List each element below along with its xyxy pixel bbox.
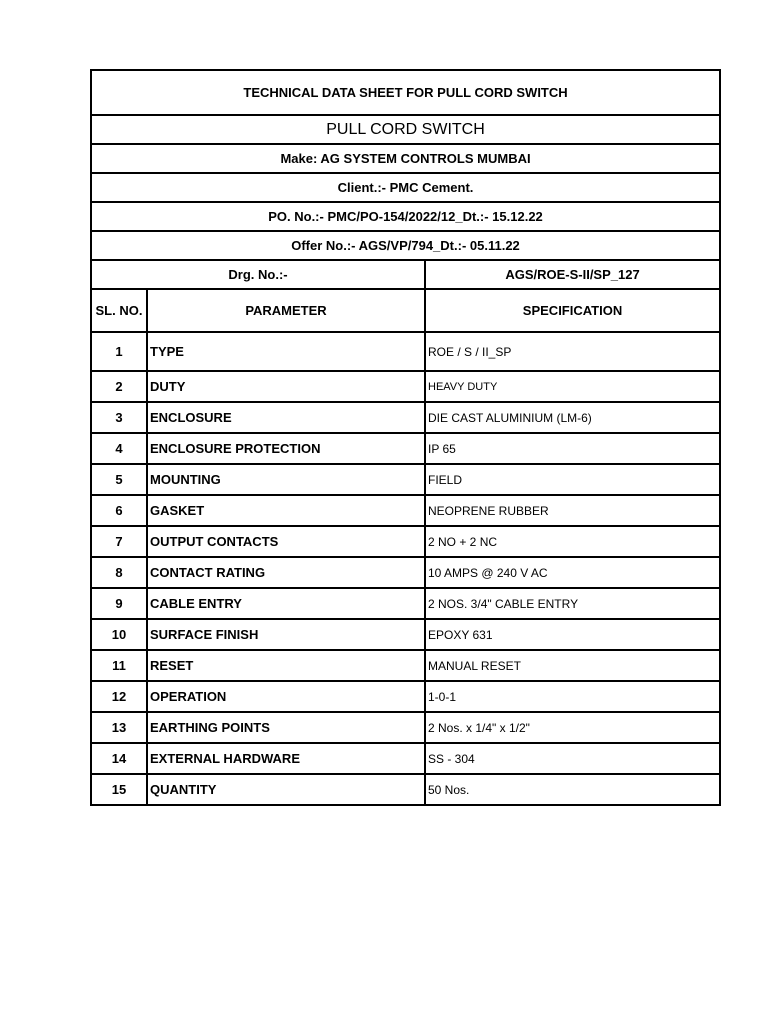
row-parameter: MOUNTING bbox=[147, 464, 425, 495]
row-sl-no: 13 bbox=[91, 712, 147, 743]
row-parameter: ENCLOSURE bbox=[147, 402, 425, 433]
row-sl-no: 15 bbox=[91, 774, 147, 805]
table-row bbox=[91, 588, 720, 619]
row-parameter: OUTPUT CONTACTS bbox=[147, 526, 425, 557]
row-specification: MANUAL RESET bbox=[425, 650, 720, 681]
row-specification: DIE CAST ALUMINIUM (LM-6) bbox=[425, 402, 720, 433]
row-specification: 10 AMPS @ 240 V AC bbox=[425, 557, 720, 588]
row-parameter: QUANTITY bbox=[147, 774, 425, 805]
row-sl-no: 1 bbox=[91, 332, 147, 371]
row-sl-no: 12 bbox=[91, 681, 147, 712]
row-parameter: GASKET bbox=[147, 495, 425, 526]
offer-row bbox=[91, 231, 720, 260]
row-sl-no: 14 bbox=[91, 743, 147, 774]
table-row bbox=[91, 619, 720, 650]
row-sl-no: 11 bbox=[91, 650, 147, 681]
table-row bbox=[91, 332, 720, 371]
row-specification: EPOXY 631 bbox=[425, 619, 720, 650]
row-specification: 50 Nos. bbox=[425, 774, 720, 805]
offer-number: Offer No.:- AGS/VP/794_Dt.:- 05.11.22 bbox=[91, 231, 720, 260]
row-specification: 2 Nos. x 1/4" x 1/2" bbox=[425, 712, 720, 743]
row-parameter: EXTERNAL HARDWARE bbox=[147, 743, 425, 774]
row-sl-no: 9 bbox=[91, 588, 147, 619]
row-sl-no: 8 bbox=[91, 557, 147, 588]
row-sl-no: 3 bbox=[91, 402, 147, 433]
client-text: Client.:- PMC Cement. bbox=[91, 173, 720, 202]
column-header-parameter: PARAMETER bbox=[147, 289, 425, 332]
row-sl-no: 4 bbox=[91, 433, 147, 464]
technical-data-sheet-table bbox=[90, 69, 721, 806]
table-row bbox=[91, 464, 720, 495]
drawing-number-label: Drg. No.:- bbox=[91, 260, 425, 289]
row-specification: IP 65 bbox=[425, 433, 720, 464]
row-specification: FIELD bbox=[425, 464, 720, 495]
table-row bbox=[91, 557, 720, 588]
table-row bbox=[91, 650, 720, 681]
po-number: PO. No.:- PMC/PO-154/2022/12_Dt.:- 15.12.22 bbox=[91, 202, 720, 231]
table-row bbox=[91, 774, 720, 805]
make-text: Make: AG SYSTEM CONTROLS MUMBAI bbox=[91, 144, 720, 173]
make-row bbox=[91, 144, 720, 173]
drawing-row bbox=[91, 260, 720, 289]
row-specification: 2 NOS. 3/4" CABLE ENTRY bbox=[425, 588, 720, 619]
row-sl-no: 10 bbox=[91, 619, 147, 650]
row-sl-no: 6 bbox=[91, 495, 147, 526]
row-parameter: CABLE ENTRY bbox=[147, 588, 425, 619]
row-specification: ROE / S / II_SP bbox=[425, 332, 720, 371]
row-specification: HEAVY DUTY bbox=[425, 371, 720, 402]
row-parameter: TYPE bbox=[147, 332, 425, 371]
row-parameter: RESET bbox=[147, 650, 425, 681]
row-specification: 2 NO + 2 NC bbox=[425, 526, 720, 557]
sheet-title-row bbox=[91, 70, 720, 115]
table-row bbox=[91, 495, 720, 526]
client-row bbox=[91, 173, 720, 202]
row-parameter: SURFACE FINISH bbox=[147, 619, 425, 650]
row-sl-no: 5 bbox=[91, 464, 147, 495]
row-parameter: EARTHING POINTS bbox=[147, 712, 425, 743]
row-specification: 1-0-1 bbox=[425, 681, 720, 712]
row-parameter: OPERATION bbox=[147, 681, 425, 712]
table-row bbox=[91, 433, 720, 464]
column-header-row bbox=[91, 289, 720, 332]
row-parameter: ENCLOSURE PROTECTION bbox=[147, 433, 425, 464]
row-parameter: CONTACT RATING bbox=[147, 557, 425, 588]
product-name: PULL CORD SWITCH bbox=[91, 115, 720, 144]
table-row bbox=[91, 371, 720, 402]
row-parameter: DUTY bbox=[147, 371, 425, 402]
column-header-specification: SPECIFICATION bbox=[425, 289, 720, 332]
table-row bbox=[91, 526, 720, 557]
table-row bbox=[91, 681, 720, 712]
product-row bbox=[91, 115, 720, 144]
table-row bbox=[91, 712, 720, 743]
row-sl-no: 7 bbox=[91, 526, 147, 557]
row-specification: NEOPRENE RUBBER bbox=[425, 495, 720, 526]
po-row bbox=[91, 202, 720, 231]
drawing-number-value: AGS/ROE-S-II/SP_127 bbox=[425, 260, 720, 289]
sheet-title: TECHNICAL DATA SHEET FOR PULL CORD SWITCH bbox=[91, 70, 720, 115]
table-row bbox=[91, 743, 720, 774]
row-sl-no: 2 bbox=[91, 371, 147, 402]
row-specification: SS - 304 bbox=[425, 743, 720, 774]
column-header-sl-no: SL. NO. bbox=[91, 289, 147, 332]
table-row bbox=[91, 402, 720, 433]
